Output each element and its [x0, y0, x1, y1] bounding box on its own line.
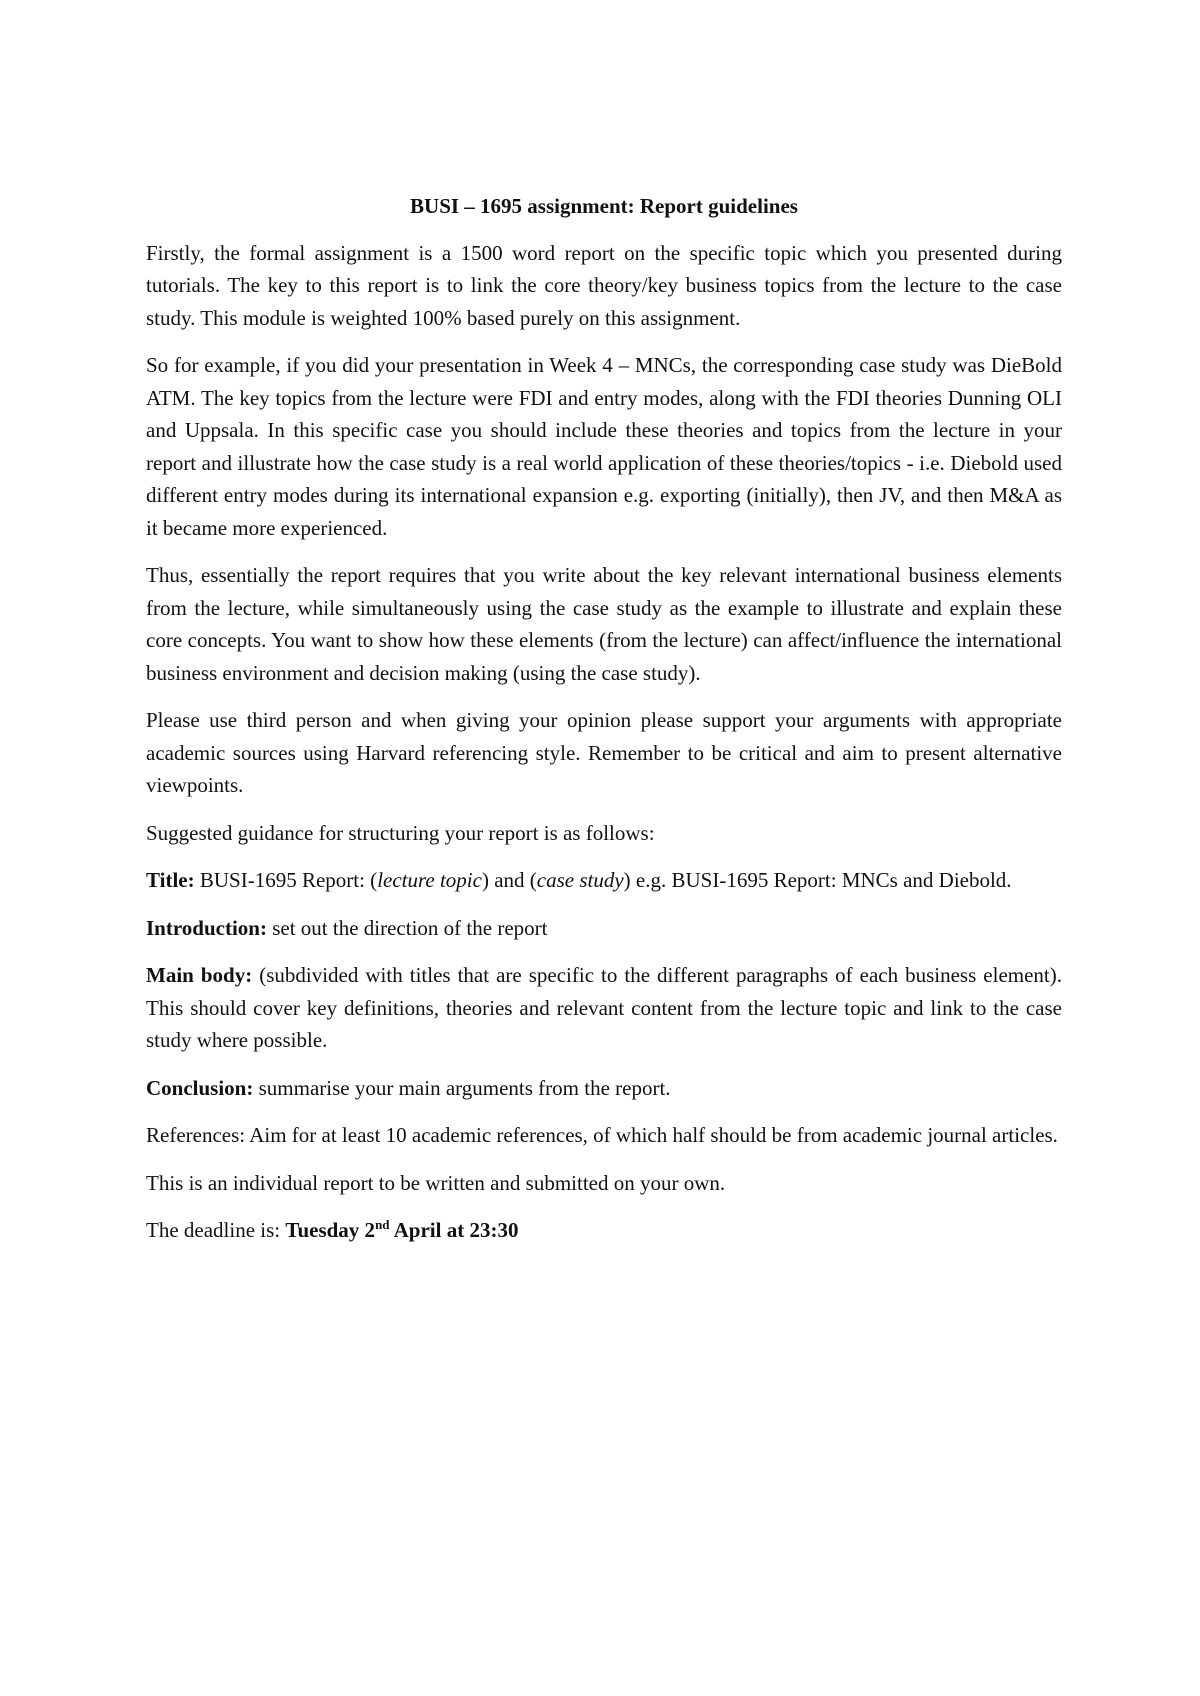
structure-main-body-text: (subdivided with titles that are specific to the different paragraphs of each business element). This should cover key definitions, theories and relevant content from the lecture topic and link to the case study where possible. [146, 963, 1062, 1052]
structure-title-item [146, 864, 1062, 897]
document-title: BUSI – 1695 assignment: Report guidelines [410, 194, 798, 218]
structure-main-body-label: Main body: [146, 963, 253, 987]
structure-title-text-2: ) and ( [481, 868, 537, 892]
references-paragraph: References: Aim for at least 10 academic references, of which half should be from academic journal articles. [146, 1123, 1058, 1147]
summary-paragraph: Thus, essentially the report requires that you write about the key relevant international business elements from the lecture, while simultaneously using the case study as the example to illustrate and explain these core concepts. You want to show how these elements (from the lecture) can affect/influence the international business environment and decision making (using the case study). [146, 563, 1062, 685]
structure-introduction-text: set out the direction of the report [266, 915, 548, 940]
structure-introduction-item [146, 912, 1062, 945]
deadline-paragraph [146, 1214, 1062, 1247]
third-person-paragraph: Please use third person and when giving your opinion please support your arguments with appropriate academic sources using Harvard referencing style. Remember to be critical and aim to present alternative viewpoints. [146, 708, 1062, 797]
intro-paragraph: Firstly, the formal assignment is a 1500 word report on the specific topic which you presented during tutorials. The key to this report is to link the core theory/key business topics from the lecture to the case study. This module is weighted 100% based purely on this assignment. [146, 240, 1062, 330]
structure-main-body-item [146, 959, 1062, 1057]
deadline-ordinal: nd [375, 1217, 390, 1232]
structure-conclusion-item [146, 1072, 1062, 1105]
structure-introduction-label: Introduction: [146, 915, 267, 940]
structure-title-label: Title: [146, 868, 195, 892]
document-page [146, 190, 1062, 1262]
deadline-rest: April at 23:30 [389, 1218, 519, 1242]
deadline-prefix: The deadline is: [146, 1218, 286, 1242]
structure-conclusion-label: Conclusion: [146, 1075, 254, 1100]
individual-paragraph: This is an individual report to be written and submitted on your own. [146, 1170, 726, 1195]
structure-title-text-3: ) e.g. BUSI-1695 Report: MNCs and Diebold. [623, 868, 1012, 892]
structure-title-text-1: BUSI-1695 Report: ( [194, 868, 378, 892]
structure-title-italic-1: lecture topic [377, 868, 482, 892]
structure-conclusion-text: summarise your main arguments from the report. [253, 1075, 671, 1100]
deadline-day: Tuesday 2 [285, 1218, 376, 1242]
guidance-paragraph: Suggested guidance for structuring your report is as follows: [146, 820, 655, 845]
structure-title-italic-2: case study [536, 868, 624, 892]
example-paragraph: So for example, if you did your presentation in Week 4 – MNCs, the corresponding case study was DieBold ATM. The key topics from the lecture were FDI and entry modes, along with the FDI theories Dunning OLI and Uppsala. In this specific case you should include these theories and topics from the lecture in your report and illustrate how the case study is a real world application of these theories/topics - i.e. Diebold used different entry modes during its international expansion e.g. exporting (initially), then JV, and then M&A as it became more experienced. [146, 353, 1062, 540]
